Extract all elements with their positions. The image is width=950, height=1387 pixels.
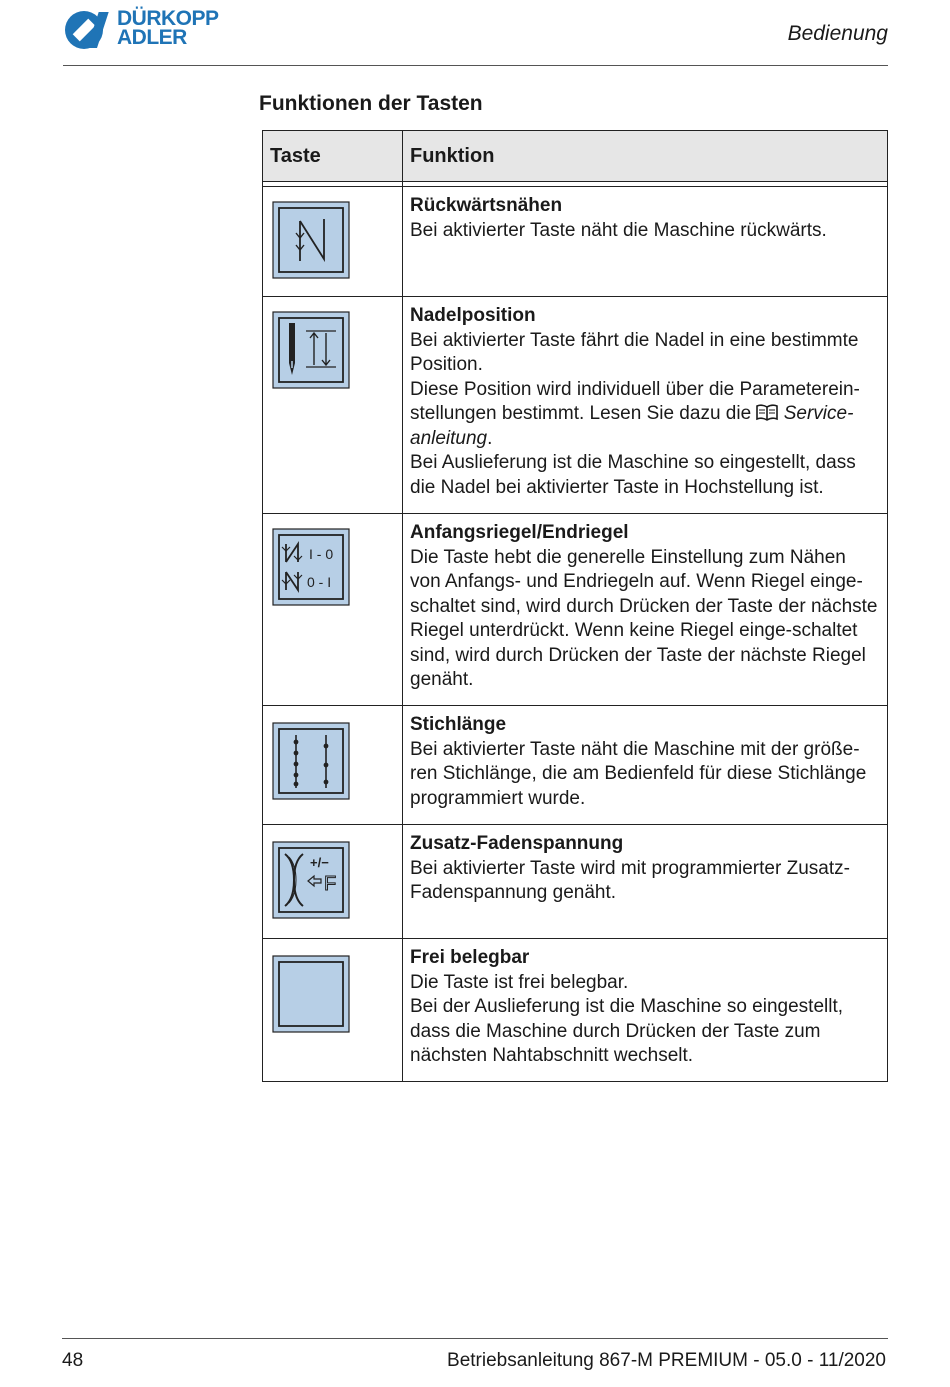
column-header-key: Taste — [263, 131, 403, 182]
reverse-sewing-icon — [272, 201, 350, 279]
footer-divider — [62, 1338, 888, 1339]
table-row — [263, 187, 888, 297]
table-row — [263, 706, 888, 825]
table-header-row — [263, 131, 888, 182]
page-number: 48 — [62, 1350, 84, 1371]
function-cell — [403, 939, 888, 1082]
stitch-length-icon — [272, 722, 350, 800]
header-section-title: Bedienung — [787, 22, 888, 45]
function-description: Bei aktivierter Taste näht die Maschine rückwärts. — [410, 219, 827, 241]
logo-mark-icon — [62, 8, 112, 52]
function-description: Bei Auslieferung ist die Maschine so eingestellt, dass die Nadel bei aktivierter Taste in Hochstellung ist. — [410, 452, 856, 498]
bartack-label-bottom: 0 - I — [307, 574, 332, 590]
function-description: Bei aktivierter Taste näht die Maschine mit der größe-ren Stichlänge, die am Bedienfeld für diese Stichlänge programmiert wurde. — [410, 738, 867, 809]
key-cell — [263, 939, 403, 1082]
key-cell — [263, 297, 403, 514]
key-cell — [263, 187, 403, 297]
table-row — [263, 514, 888, 706]
table-row — [263, 825, 888, 939]
function-title: Frei belegbar — [410, 947, 530, 968]
dürkopp-adler-logo — [62, 8, 242, 52]
table-row — [263, 939, 888, 1082]
function-title: Nadelposition — [410, 305, 536, 326]
function-title: Zusatz-Fadenspannung — [410, 833, 624, 854]
key-cell — [263, 514, 403, 706]
function-description: Die Taste hebt die generelle Einstellung zum Nähen von Anfangs- und Endriegeln auf. Wenn Riegel einge-schaltet sind, wird durch Drücken der Taste der nächste Riegel unterdrückt. Wenn keine Riegel einge-schaltet sind, wird durch Drücken der Taste der nächste Riegel genäht. — [410, 546, 878, 690]
book-icon — [756, 404, 778, 421]
function-cell — [403, 297, 888, 514]
column-header-function: Funktion — [403, 131, 888, 182]
function-title: Anfangsriegel/Endriegel — [410, 522, 629, 543]
logo-text: DÜRKOPP ADLER — [117, 7, 219, 49]
bartack-icon — [272, 528, 350, 606]
function-description: Bei der Auslieferung ist die Maschine so eingestellt, dass die Maschine durch Drücken der Taste zum nächsten Nahtabschnitt wechselt. — [410, 996, 844, 1066]
header-divider — [63, 65, 888, 66]
service-manual-reference: Service-anleitung — [410, 403, 854, 449]
bartack-label-top: I - 0 — [309, 546, 334, 562]
function-cell — [403, 187, 888, 297]
section-title: Funktionen der Tasten — [259, 92, 483, 115]
thread-tension-icon — [272, 841, 350, 919]
function-cell — [403, 706, 888, 825]
key-functions-table — [262, 130, 888, 1082]
function-description: Bei aktivierter Taste wird mit programmierter Zusatz-Fadenspannung genäht. — [410, 857, 850, 903]
function-description: Bei aktivierter Taste fährt die Nadel in eine bestimmte Position. — [410, 329, 859, 375]
blank-key-icon — [272, 955, 350, 1033]
tension-letter-label: F — [324, 873, 337, 895]
needle-position-icon — [272, 311, 350, 389]
key-cell — [263, 706, 403, 825]
function-cell — [403, 514, 888, 706]
function-description: Die Taste ist frei belegbar. — [410, 971, 629, 993]
function-cell — [403, 825, 888, 939]
table-row — [263, 297, 888, 514]
function-description-reference: Diese Position wird individuell über die Parameterein-stellungen bestimmt. Lesen Sie dazu die Service-anleitung. — [410, 378, 860, 449]
function-title: Rückwärtsnähen — [410, 195, 563, 216]
tension-sign-label: +/− — [310, 855, 329, 870]
key-cell — [263, 825, 403, 939]
document-title: Betriebsanleitung 867-M PREMIUM - 05.0 - 11/2020 — [447, 1350, 886, 1371]
function-title: Stichlänge — [410, 714, 507, 735]
